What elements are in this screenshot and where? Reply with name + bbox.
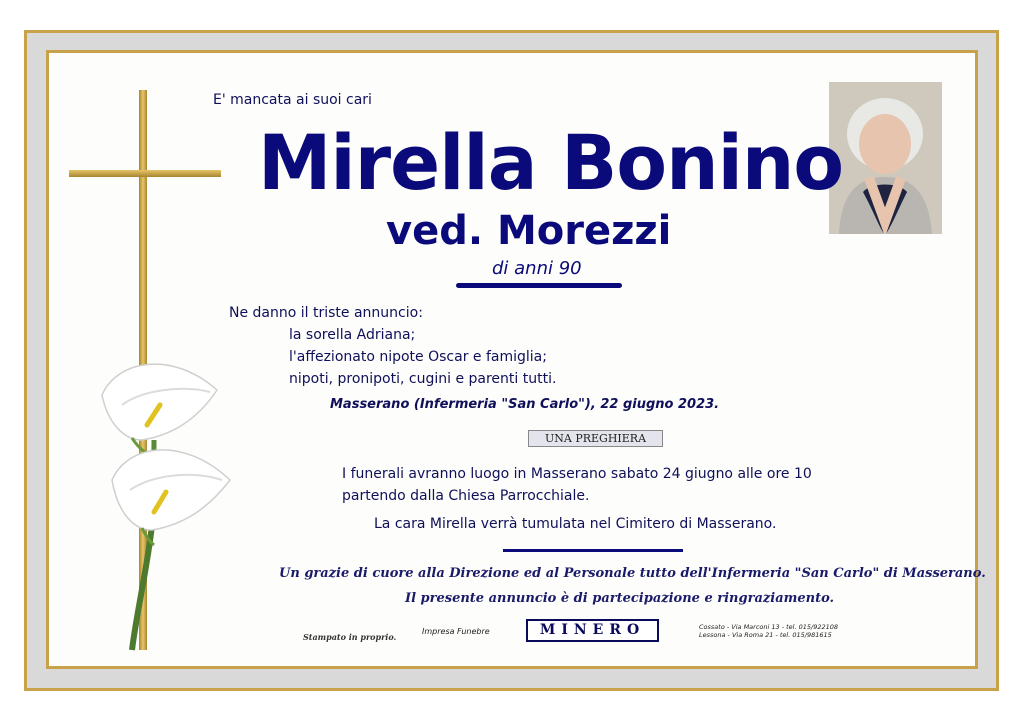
place-date: Masserano (Infermeria "San Carlo"), 22 giugno 2023.: [330, 397, 720, 412]
age-text: di anni 90: [492, 258, 582, 279]
agency-address: Cossato - Via Marconi 13 - tel. 015/922108: [699, 623, 839, 631]
widow-of: ved. Morezzi: [386, 208, 672, 254]
prayer-button[interactable]: UNA PREGHIERA: [528, 430, 663, 447]
agency-logo: MINERO: [526, 619, 659, 642]
burial-line: La cara Mirella verrà tumulata nel Cimitero di Masserano.: [374, 516, 777, 532]
announcement-item: nipoti, pronipoti, cugini e parenti tutti.: [289, 371, 557, 387]
thanks-line: Un grazie di cuore alla Direzione ed al Personale tutto dell'Infermeria "San Carlo" di Masserano.: [279, 566, 986, 581]
announcement-item: l'affezionato nipote Oscar e famiglia;: [289, 349, 547, 365]
agency-address: Lessona - Via Roma 21 - tel. 015/981615: [699, 631, 832, 639]
funeral-line: partendo dalla Chiesa Parrocchiale.: [342, 488, 590, 504]
funeral-line: I funerali avranno luogo in Masserano sabato 24 giugno alle ore 10: [342, 466, 812, 482]
calla-lily-flowers: [92, 350, 237, 660]
cross-crossbar: [69, 170, 221, 177]
announcement-item: la sorella Adriana;: [289, 327, 416, 343]
deceased-name: Mirella Bonino: [258, 118, 844, 207]
announcement-lead: Ne danno il triste annuncio:: [229, 305, 423, 321]
portrait-photo: [829, 82, 942, 234]
agency-label: Impresa Funebre: [422, 627, 490, 636]
intro-text: E' mancata ai suoi cari: [213, 92, 372, 108]
divider-line: [503, 549, 683, 552]
divider-line: [456, 283, 622, 288]
printed-note: Stampato in proprio.: [303, 632, 397, 642]
thanks-line: Il presente annuncio è di partecipazione e ringraziamento.: [405, 591, 835, 606]
